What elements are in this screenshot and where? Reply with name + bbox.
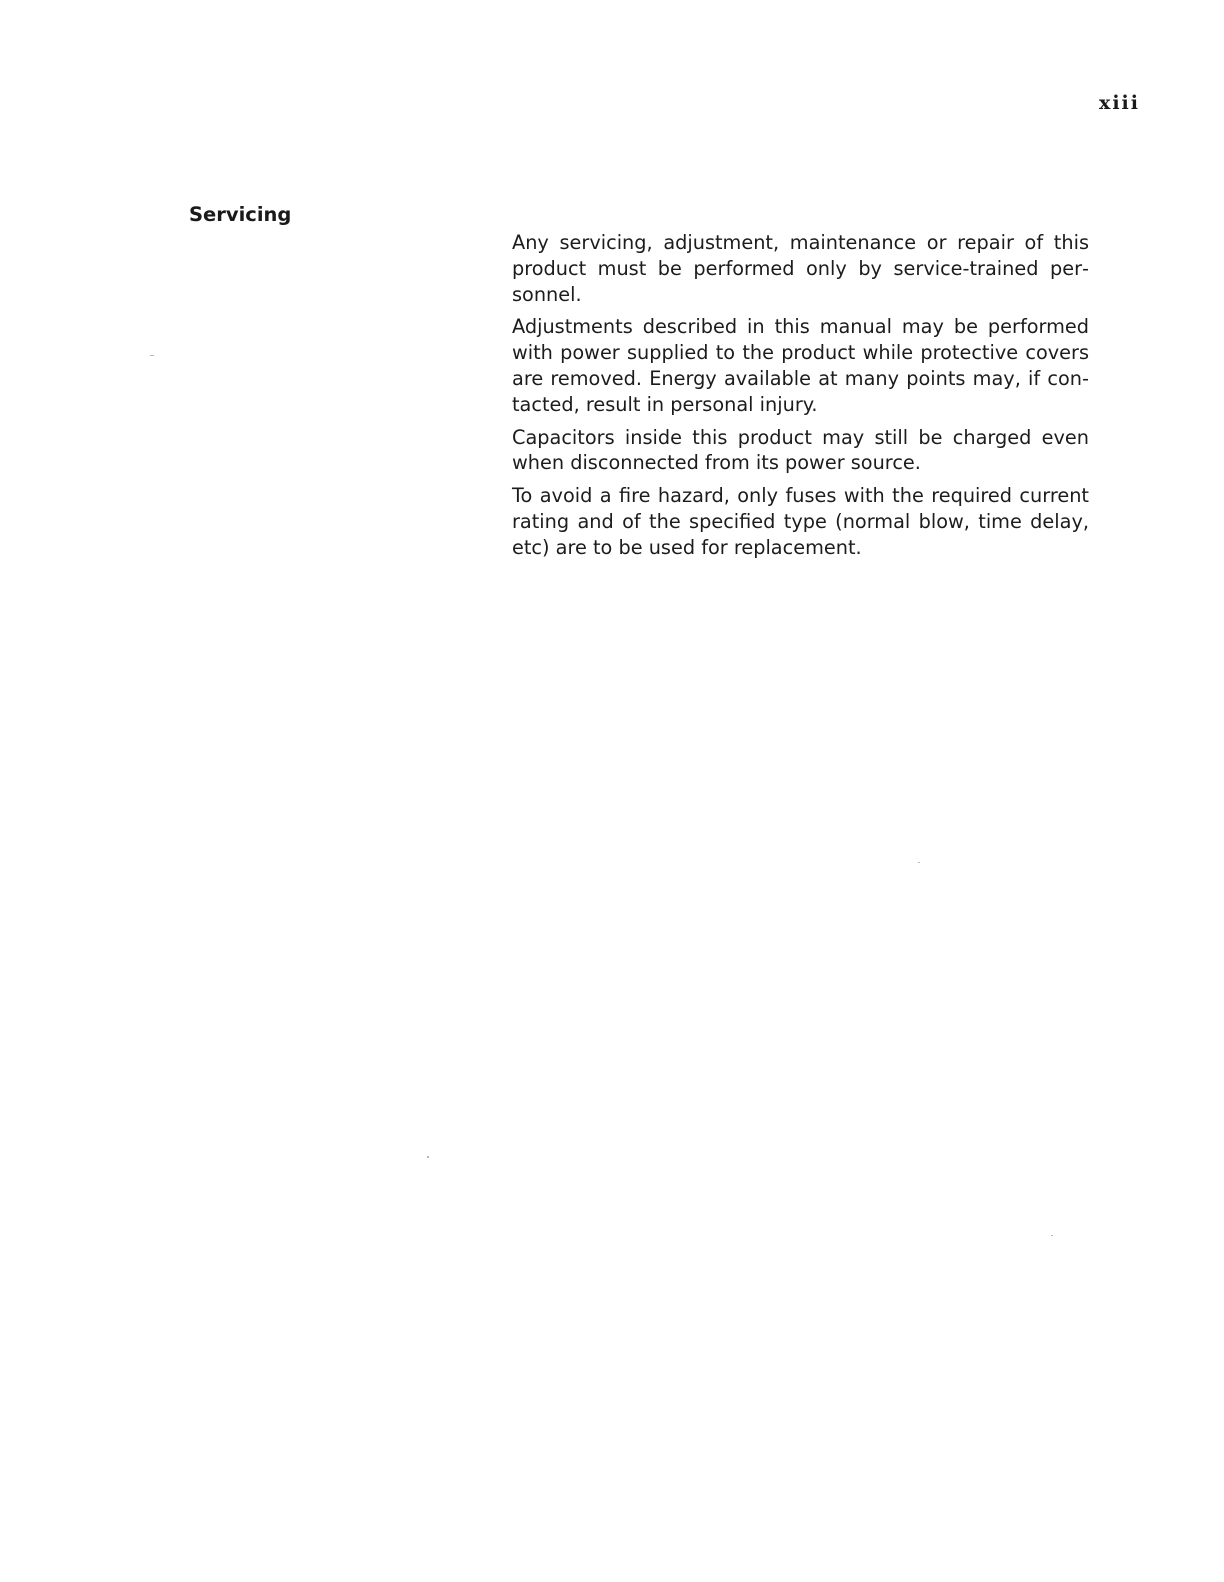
page-number: xiii [1099, 92, 1140, 114]
scan-speck [918, 862, 920, 863]
scan-speck [427, 1156, 429, 1158]
scan-speck [1051, 1235, 1053, 1236]
paragraph-capacitors-warning: Capacitors inside this product may still be charged even when disconnected from its power source. [512, 425, 1089, 475]
paragraph-fuse-replacement: To avoid a fire hazard, only fuses with the required current rating and of the specified type (normal blow, time delay, etc) are to be used for replacement. [512, 484, 1089, 559]
section-body [512, 230, 1089, 568]
scan-speck [150, 355, 154, 356]
paragraph-servicing-personnel: Any servicing, adjustment, maintenance or repair of this product must be performed only by service-trained personnel. [512, 231, 1089, 306]
paragraph-adjustments-warning: Adjustments described in this manual may be performed with power supplied to the product while protective covers are removed. Energy available at many points may, if contacted, result in personal injury. [512, 315, 1089, 416]
section-heading: Servicing [189, 203, 292, 226]
